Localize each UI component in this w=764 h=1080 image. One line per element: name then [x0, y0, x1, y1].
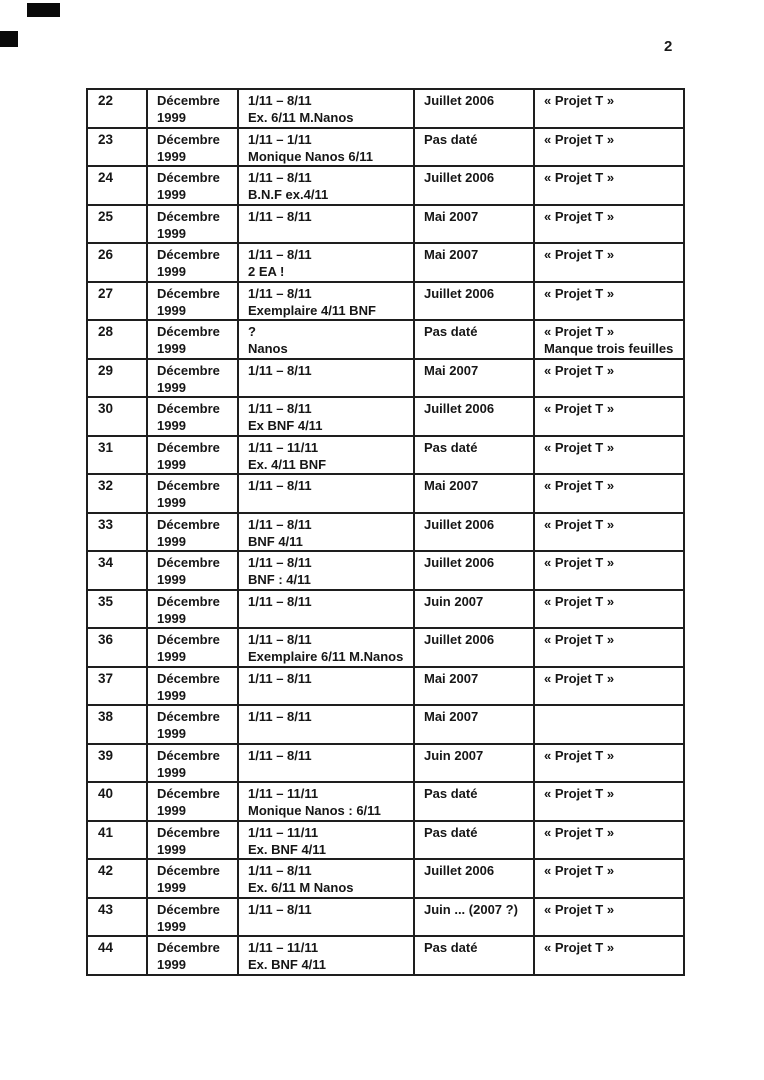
- pagination-range: 1/11 – 8/11: [248, 593, 312, 609]
- dated-value: Juin 2007: [424, 747, 484, 763]
- item-number: 32: [98, 478, 114, 493]
- item-number: 30: [98, 401, 114, 416]
- cell-date: [147, 282, 238, 321]
- cell-dated: [414, 474, 534, 513]
- pagination-range: 1/11 – 1/11: [248, 131, 312, 147]
- item-number: 31: [98, 439, 114, 455]
- item-number: 23: [98, 131, 114, 147]
- cell-item-number: [87, 397, 147, 436]
- cell-pagination: [238, 128, 414, 167]
- mention-value: « Projet T »: [544, 632, 615, 647]
- mention-value: « Projet T »: [544, 670, 615, 686]
- date-month: Décembre: [157, 863, 220, 878]
- date-month: Décembre: [157, 131, 220, 147]
- date-year: 1999: [157, 110, 186, 125]
- cell-date: [147, 628, 238, 667]
- mention-value: « Projet T »: [544, 247, 615, 262]
- cell-dated: [414, 89, 534, 128]
- table-row: [87, 513, 684, 552]
- cell-item-number: [87, 859, 147, 898]
- pagination-range: 1/11 – 8/11: [248, 555, 312, 570]
- cell-item-number: [87, 243, 147, 282]
- dated-value: Pas daté: [424, 439, 478, 455]
- cell-mention: [534, 667, 684, 706]
- table-row: [87, 166, 684, 205]
- pagination-range: 1/11 – 8/11: [248, 401, 312, 416]
- pagination-range: 1/11 – 8/11: [248, 208, 312, 224]
- date-month: Décembre: [157, 824, 220, 840]
- table-row: [87, 821, 684, 860]
- mention-value: « Projet T »: [544, 593, 615, 609]
- item-number: 38: [98, 709, 114, 724]
- item-number: 25: [98, 208, 114, 224]
- cell-date: [147, 436, 238, 475]
- cell-item-number: [87, 667, 147, 706]
- date-year: 1999: [157, 880, 186, 895]
- cell-mention: [534, 397, 684, 436]
- date-month: Décembre: [157, 709, 220, 724]
- pagination-note: Ex. 6/11 M.Nanos: [248, 110, 354, 125]
- cell-dated: [414, 744, 534, 783]
- cell-item-number: [87, 89, 147, 128]
- cell-date: [147, 821, 238, 860]
- table-row: [87, 782, 684, 821]
- cell-item-number: [87, 551, 147, 590]
- mention-value: « Projet T »: [544, 362, 615, 378]
- cell-date: [147, 397, 238, 436]
- cell-item-number: [87, 205, 147, 244]
- dated-value: Pas daté: [424, 131, 478, 147]
- cell-date: [147, 89, 238, 128]
- pagination-note: Exemplaire 4/11 BNF: [248, 302, 376, 318]
- cell-pagination: [238, 359, 414, 398]
- cell-mention: [534, 205, 684, 244]
- date-month: Décembre: [157, 478, 220, 493]
- pagination-range: 1/11 – 8/11: [248, 93, 312, 108]
- cell-dated: [414, 628, 534, 667]
- pagination-range: 1/11 – 8/11: [248, 632, 312, 647]
- table-row: [87, 705, 684, 744]
- mention-value: « Projet T »: [544, 478, 615, 493]
- cell-mention: [534, 628, 684, 667]
- date-year: 1999: [157, 418, 186, 433]
- mention-value: « Projet T »: [544, 863, 615, 878]
- dated-value: Mai 2007: [424, 247, 479, 262]
- cell-item-number: [87, 282, 147, 321]
- pagination-range: 1/11 – 8/11: [248, 478, 312, 493]
- cell-pagination: [238, 205, 414, 244]
- pagination-note: Ex. BNF 4/11: [248, 841, 327, 857]
- date-year: 1999: [157, 687, 186, 703]
- table-row: [87, 859, 684, 898]
- cell-item-number: [87, 513, 147, 552]
- cell-mention: [534, 782, 684, 821]
- cell-pagination: [238, 667, 414, 706]
- dated-value: Mai 2007: [424, 478, 479, 493]
- date-month: Décembre: [157, 208, 220, 224]
- cell-date: [147, 782, 238, 821]
- date-month: Décembre: [157, 439, 220, 455]
- cell-pagination: [238, 859, 414, 898]
- dated-value: Mai 2007: [424, 670, 479, 686]
- pagination-note: Monique Nanos : 6/11: [248, 803, 381, 818]
- cell-pagination: [238, 782, 414, 821]
- mention-value: « Projet T »: [544, 901, 615, 917]
- cell-pagination: [238, 936, 414, 975]
- mention-value: « Projet T »: [544, 516, 615, 532]
- cell-pagination: [238, 628, 414, 667]
- cell-item-number: [87, 705, 147, 744]
- cell-pagination: [238, 282, 414, 321]
- date-year: 1999: [157, 918, 186, 934]
- date-year: 1999: [157, 148, 186, 164]
- item-number: 39: [98, 747, 114, 763]
- cell-item-number: [87, 744, 147, 783]
- pagination-note: B.N.F ex.4/11: [248, 187, 329, 202]
- date-month: Décembre: [157, 170, 220, 185]
- table-row: [87, 397, 684, 436]
- date-year: 1999: [157, 379, 186, 395]
- table-row: [87, 628, 684, 667]
- item-number: 42: [98, 863, 114, 878]
- cell-mention: [534, 744, 684, 783]
- dated-value: Pas daté: [424, 786, 478, 801]
- date-year: 1999: [157, 841, 186, 857]
- cell-dated: [414, 397, 534, 436]
- item-number: 44: [98, 940, 114, 955]
- pagination-note: 2 EA !: [248, 264, 285, 279]
- cell-pagination: [238, 705, 414, 744]
- table-row: [87, 551, 684, 590]
- table-row: [87, 590, 684, 629]
- cell-date: [147, 936, 238, 975]
- cell-dated: [414, 166, 534, 205]
- cell-dated: [414, 667, 534, 706]
- cell-item-number: [87, 936, 147, 975]
- date-year: 1999: [157, 341, 186, 356]
- table-row: [87, 744, 684, 783]
- cell-date: [147, 205, 238, 244]
- cell-date: [147, 744, 238, 783]
- cell-date: [147, 474, 238, 513]
- date-month: Décembre: [157, 324, 220, 339]
- cell-item-number: [87, 782, 147, 821]
- pagination-range: 1/11 – 8/11: [248, 901, 312, 917]
- cell-dated: [414, 705, 534, 744]
- cell-date: [147, 590, 238, 629]
- date-month: Décembre: [157, 516, 220, 532]
- cell-dated: [414, 782, 534, 821]
- cell-pagination: [238, 436, 414, 475]
- pagination-note: BNF 4/11: [248, 533, 303, 549]
- item-number: 41: [98, 824, 114, 840]
- cell-item-number: [87, 628, 147, 667]
- pagination-range: 1/11 – 8/11: [248, 709, 312, 724]
- mention-value: « Projet T »: [544, 940, 615, 955]
- mention-value: « Projet T »: [544, 786, 615, 801]
- mention-value: « Projet T »: [544, 131, 615, 147]
- dated-value: Pas daté: [424, 324, 478, 339]
- cell-item-number: [87, 436, 147, 475]
- date-year: 1999: [157, 533, 186, 549]
- date-month: Décembre: [157, 285, 220, 301]
- date-year: 1999: [157, 572, 186, 587]
- date-month: Décembre: [157, 93, 220, 108]
- item-number: 36: [98, 632, 114, 647]
- item-number: 37: [98, 670, 114, 686]
- item-number: 35: [98, 593, 114, 609]
- pagination-note: Ex. 4/11 BNF: [248, 456, 327, 472]
- cell-dated: [414, 551, 534, 590]
- pagination-note: Nanos: [248, 341, 288, 356]
- item-number: 33: [98, 516, 114, 532]
- cell-pagination: [238, 513, 414, 552]
- cell-mention: [534, 551, 684, 590]
- item-number: 40: [98, 786, 114, 801]
- pagination-range: 1/11 – 11/11: [248, 439, 319, 455]
- item-number: 22: [98, 93, 114, 108]
- dated-value: Juillet 2006: [424, 285, 495, 301]
- cell-dated: [414, 436, 534, 475]
- dated-value: Juillet 2006: [424, 93, 495, 108]
- cell-date: [147, 359, 238, 398]
- mention-value: « Projet T »: [544, 208, 615, 224]
- pagination-note: Monique Nanos 6/11: [248, 148, 373, 164]
- cell-mention: [534, 590, 684, 629]
- cell-dated: [414, 936, 534, 975]
- cell-pagination: [238, 744, 414, 783]
- dated-value: Mai 2007: [424, 709, 479, 724]
- mention-value: « Projet T »: [544, 324, 615, 339]
- cell-pagination: [238, 397, 414, 436]
- cell-dated: [414, 320, 534, 359]
- scan-artifact-left-icon: [0, 31, 18, 47]
- pagination-range: 1/11 – 11/11: [248, 786, 319, 801]
- mention-value: « Projet T »: [544, 93, 615, 108]
- cell-date: [147, 667, 238, 706]
- table-row: [87, 128, 684, 167]
- item-number: 28: [98, 324, 114, 339]
- date-year: 1999: [157, 726, 186, 741]
- cell-pagination: [238, 590, 414, 629]
- table-row: [87, 359, 684, 398]
- dated-value: Pas daté: [424, 940, 478, 955]
- cell-dated: [414, 513, 534, 552]
- cell-mention: [534, 166, 684, 205]
- cell-date: [147, 128, 238, 167]
- pagination-range: 1/11 – 8/11: [248, 516, 312, 532]
- dated-value: Juillet 2006: [424, 516, 495, 532]
- date-year: 1999: [157, 649, 186, 664]
- table-row: [87, 936, 684, 975]
- cell-mention: [534, 898, 684, 937]
- cell-mention: [534, 513, 684, 552]
- cell-mention: [534, 936, 684, 975]
- date-month: Décembre: [157, 786, 220, 801]
- table-row: [87, 320, 684, 359]
- dated-value: Juillet 2006: [424, 401, 495, 416]
- cell-date: [147, 551, 238, 590]
- item-number: 26: [98, 247, 114, 262]
- cell-item-number: [87, 898, 147, 937]
- table-row: [87, 436, 684, 475]
- dated-value: Juillet 2006: [424, 170, 495, 185]
- cell-mention: [534, 705, 684, 744]
- date-month: Décembre: [157, 940, 220, 955]
- cell-date: [147, 243, 238, 282]
- dated-value: Mai 2007: [424, 208, 479, 224]
- date-month: Décembre: [157, 632, 220, 647]
- cell-mention: [534, 128, 684, 167]
- item-number: 34: [98, 555, 114, 570]
- pagination-range: 1/11 – 8/11: [248, 285, 312, 301]
- date-year: 1999: [157, 302, 186, 318]
- cell-pagination: [238, 551, 414, 590]
- cell-date: [147, 898, 238, 937]
- cell-pagination: [238, 898, 414, 937]
- dated-value: Mai 2007: [424, 362, 479, 378]
- cell-mention: [534, 359, 684, 398]
- inventory-table: [86, 88, 685, 976]
- date-year: 1999: [157, 225, 186, 241]
- cell-dated: [414, 205, 534, 244]
- mention-value: « Projet T »: [544, 285, 615, 301]
- cell-date: [147, 320, 238, 359]
- date-year: 1999: [157, 264, 186, 279]
- date-month: Décembre: [157, 593, 220, 609]
- mention-value: « Projet T »: [544, 747, 615, 763]
- pagination-range: 1/11 – 8/11: [248, 247, 312, 262]
- cell-dated: [414, 590, 534, 629]
- cell-pagination: [238, 243, 414, 282]
- cell-dated: [414, 821, 534, 860]
- cell-item-number: [87, 821, 147, 860]
- pagination-note: Exemplaire 6/11 M.Nanos: [248, 649, 404, 664]
- mention-value: « Projet T »: [544, 439, 615, 455]
- item-number: 27: [98, 285, 114, 301]
- date-month: Décembre: [157, 670, 220, 686]
- mention-value: « Projet T »: [544, 555, 615, 570]
- dated-value: Juin ... (2007 ?): [424, 901, 518, 917]
- table-row: [87, 667, 684, 706]
- cell-mention: [534, 474, 684, 513]
- table-row: [87, 282, 684, 321]
- item-number: 29: [98, 362, 114, 378]
- date-year: 1999: [157, 456, 186, 472]
- pagination-range: ?: [248, 324, 256, 339]
- date-month: Décembre: [157, 247, 220, 262]
- cell-pagination: [238, 89, 414, 128]
- date-year: 1999: [157, 764, 186, 780]
- date-year: 1999: [157, 803, 186, 818]
- dated-value: Pas daté: [424, 824, 478, 840]
- date-month: Décembre: [157, 747, 220, 763]
- pagination-range: 1/11 – 8/11: [248, 863, 312, 878]
- cell-mention: [534, 436, 684, 475]
- pagination-range: 1/11 – 11/11: [248, 940, 319, 955]
- pagination-range: 1/11 – 8/11: [248, 362, 312, 378]
- table-row: [87, 474, 684, 513]
- cell-item-number: [87, 474, 147, 513]
- dated-value: Juillet 2006: [424, 863, 495, 878]
- cell-item-number: [87, 590, 147, 629]
- cell-pagination: [238, 474, 414, 513]
- pagination-note: Ex. BNF 4/11: [248, 957, 327, 972]
- cell-date: [147, 513, 238, 552]
- date-month: Décembre: [157, 362, 220, 378]
- dated-value: Juillet 2006: [424, 555, 495, 570]
- mention-extra: Manque trois feuilles: [544, 341, 674, 356]
- scan-artifact-top-icon: [27, 3, 60, 17]
- date-month: Décembre: [157, 901, 220, 917]
- table-row: [87, 243, 684, 282]
- page-number: 2: [664, 38, 673, 55]
- cell-item-number: [87, 166, 147, 205]
- pagination-range: 1/11 – 11/11: [248, 824, 319, 840]
- cell-dated: [414, 898, 534, 937]
- cell-dated: [414, 128, 534, 167]
- pagination-note: Ex BNF 4/11: [248, 418, 323, 433]
- cell-pagination: [238, 320, 414, 359]
- pagination-range: 1/11 – 8/11: [248, 170, 312, 185]
- cell-mention: [534, 859, 684, 898]
- date-year: 1999: [157, 187, 186, 202]
- cell-mention: [534, 821, 684, 860]
- date-month: Décembre: [157, 401, 220, 416]
- cell-mention: [534, 320, 684, 359]
- date-month: Décembre: [157, 555, 220, 570]
- item-number: 24: [98, 170, 114, 185]
- cell-pagination: [238, 166, 414, 205]
- mention-value: « Projet T »: [544, 401, 615, 416]
- item-number: 43: [98, 901, 114, 917]
- pagination-note: Ex. 6/11 M Nanos: [248, 880, 354, 895]
- mention-value: « Projet T »: [544, 170, 615, 185]
- cell-item-number: [87, 320, 147, 359]
- date-year: 1999: [157, 957, 186, 972]
- cell-mention: [534, 89, 684, 128]
- pagination-range: 1/11 – 8/11: [248, 670, 312, 686]
- cell-dated: [414, 243, 534, 282]
- cell-date: [147, 166, 238, 205]
- mention-value: « Projet T »: [544, 824, 615, 840]
- table-row: [87, 205, 684, 244]
- cell-date: [147, 859, 238, 898]
- cell-date: [147, 705, 238, 744]
- dated-value: Juin 2007: [424, 593, 484, 609]
- cell-dated: [414, 859, 534, 898]
- cell-mention: [534, 243, 684, 282]
- table-row: [87, 898, 684, 937]
- pagination-note: BNF : 4/11: [248, 572, 311, 587]
- dated-value: Juillet 2006: [424, 632, 495, 647]
- cell-dated: [414, 359, 534, 398]
- cell-mention: [534, 282, 684, 321]
- date-year: 1999: [157, 610, 186, 626]
- cell-pagination: [238, 821, 414, 860]
- cell-item-number: [87, 359, 147, 398]
- date-year: 1999: [157, 495, 186, 510]
- cell-dated: [414, 282, 534, 321]
- cell-item-number: [87, 128, 147, 167]
- table-row: [87, 89, 684, 128]
- pagination-range: 1/11 – 8/11: [248, 747, 312, 763]
